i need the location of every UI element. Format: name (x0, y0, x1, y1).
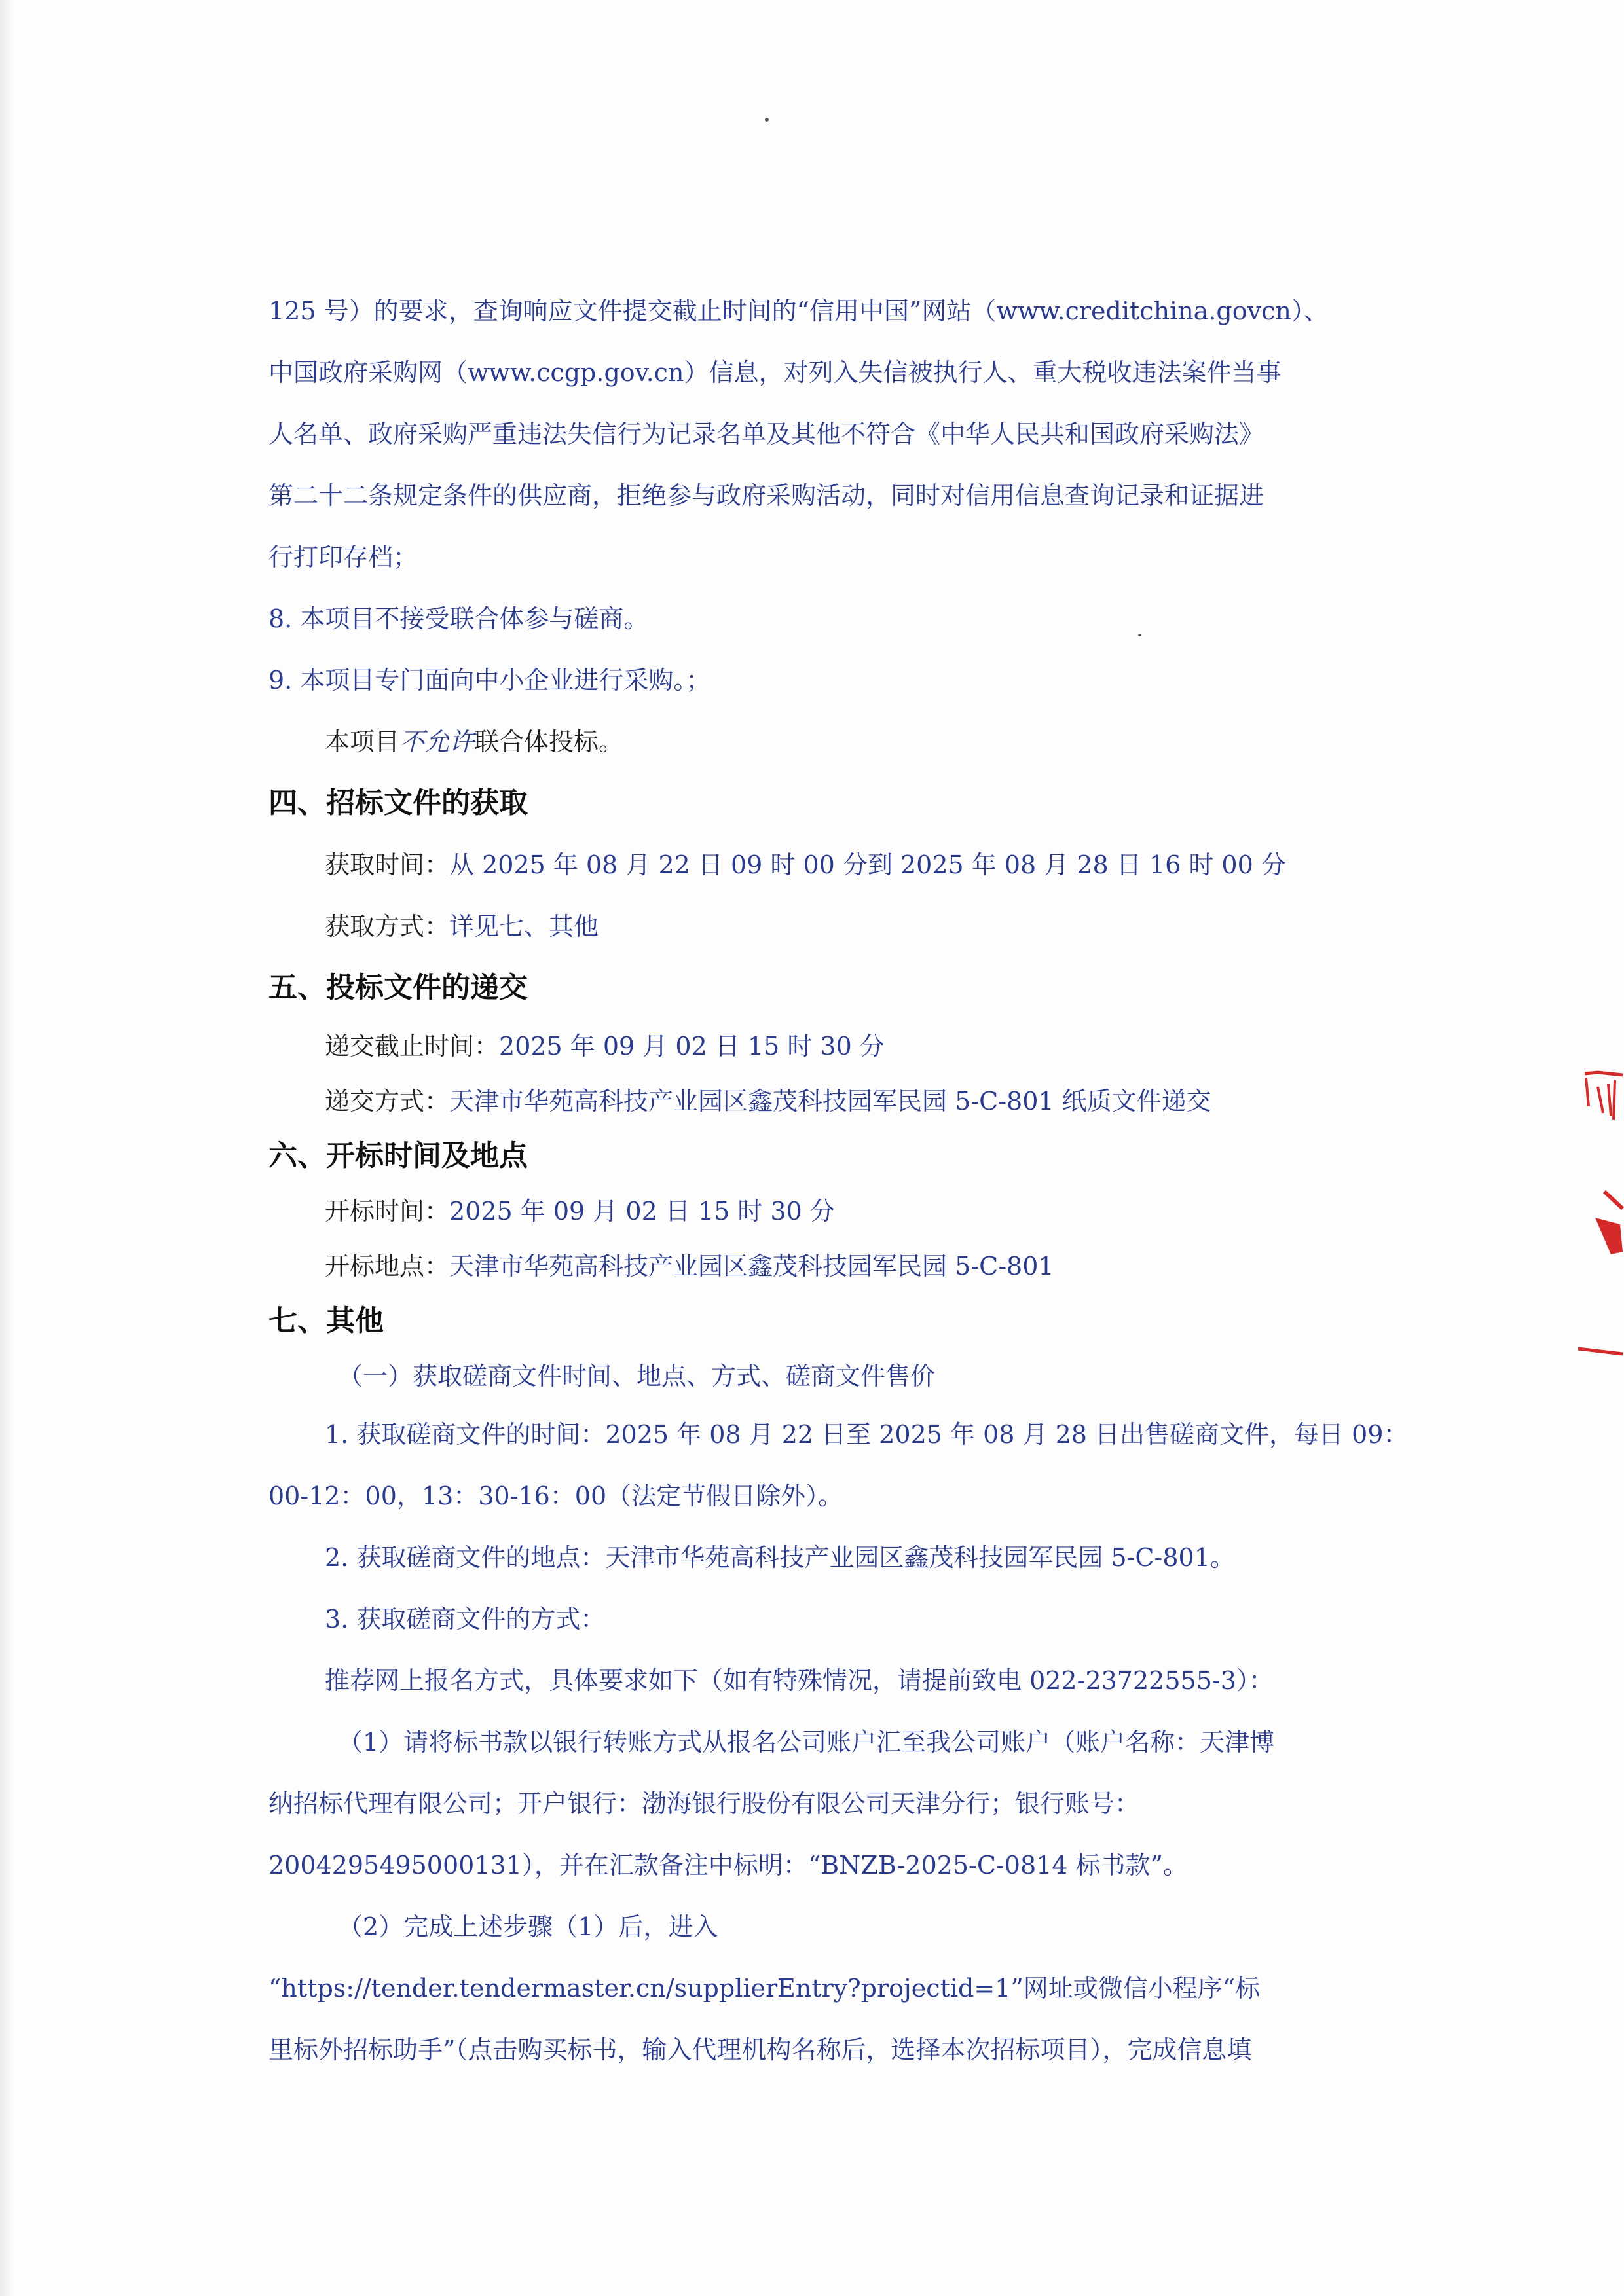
paragraph-line: （1）请将标书款以银行转账方式从报名公司账户汇至我公司账户（账户名称：天津博 (338, 1728, 1275, 1757)
acquire-time-label: 获取时间： (325, 850, 450, 879)
opening-time-label: 开标时间： (325, 1197, 450, 1226)
paragraph-line: 行打印存档； (268, 543, 418, 572)
consortium-suffix: 联合体投标。 (474, 727, 624, 756)
opening-place-label: 开标地点： (325, 1252, 450, 1281)
list-item-8: 8. 本项目不接受联合体参与磋商。 (268, 604, 649, 633)
section-heading-6: 六、开标时间及地点 (268, 1139, 528, 1173)
consortium-italic: 不允许 (399, 727, 475, 756)
paragraph-line: “https://tender.tendermaster.cn/supplierEntry?projectid=1”网址或微信小程序“标 (268, 1974, 1261, 2003)
submit-method-label: 递交方式： (325, 1087, 450, 1116)
paragraph-line: 2. 获取磋商文件的地点：天津市华苑高科技产业园区鑫茂科技园军民园 5-C-801。 (325, 1543, 1235, 1572)
paragraph-line: 人名单、政府采购严重违法失信行为记录名单及其他不符合《中华人民共和国政府采购法》 (268, 420, 1264, 448)
acquire-time-value: 从 2025 年 08 月 22 日 09 时 00 分到 2025 年 08 月 28 日 16 时 00 分 (449, 850, 1286, 879)
red-seal-fragment (1572, 1061, 1624, 1375)
document-body (268, 280, 1409, 2081)
section-heading-7: 七、其他 (268, 1304, 384, 1338)
consortium-statement (268, 711, 1369, 773)
submit-deadline-value: 2025 年 09 月 02 日 15 时 30 分 (499, 1032, 885, 1061)
paragraph-line: 3. 获取磋商文件的方式： (325, 1605, 606, 1633)
scan-shadow-edge (0, 0, 14, 2296)
acquire-method-value: 详见七、其他 (449, 912, 599, 941)
paragraph-line: 2004295495000131），并在汇款备注中标明：“BNZB-2025-C-0814 标书款”。 (268, 1851, 1188, 1880)
paragraph-line: 推荐网上报名方式，具体要求如下（如有特殊情况，请提前致电 022-23722555-3）： (325, 1666, 1274, 1695)
acquire-method-label: 获取方式： (325, 912, 450, 941)
acquire-time (268, 834, 1369, 896)
opening-place-value: 天津市华苑高科技产业园区鑫茂科技园军民园 5-C-801 (449, 1252, 1054, 1281)
list-item-9: 9. 本项目专门面向中小企业进行采购。； (268, 666, 711, 695)
submit-deadline (268, 1019, 1369, 1074)
submit-deadline-label: 递交截止时间： (325, 1032, 500, 1061)
opening-place (268, 1239, 1369, 1294)
submit-method-value: 天津市华苑高科技产业园区鑫茂科技园军民园 5-C-801 纸质文件递交 (449, 1087, 1211, 1116)
paragraph-line: 中国政府采购网（www.ccgp.gov.cn）信息，对列入失信被执行人、重大税收违法案件当事 (268, 358, 1282, 387)
paragraph-line: 125 号）的要求，查询响应文件提交截止时间的“信用中国”网站（www.creditchina.govcn）、 (268, 297, 1329, 325)
section-heading-5: 五、投标文件的递交 (268, 971, 528, 1004)
paragraph-line: （2）完成上述步骤（1）后，进入 (338, 1912, 718, 1941)
paragraph-line: 纳招标代理有限公司；开户银行：渤海银行股份有限公司天津分行；银行账号： (268, 1789, 1140, 1818)
opening-time (268, 1184, 1369, 1239)
paragraph-line: 第二十二条规定条件的供应商，拒绝参与政府采购活动，同时对信用信息查询记录和证据进 (268, 481, 1264, 510)
sub-heading-1: （一）获取磋商文件时间、地点、方式、磋商文件售价 (338, 1362, 936, 1391)
opening-time-value: 2025 年 09 月 02 日 15 时 30 分 (449, 1197, 835, 1226)
consortium-prefix: 本项目 (325, 727, 400, 756)
section-heading-4: 四、招标文件的获取 (268, 786, 528, 820)
submit-method (268, 1074, 1369, 1129)
acquire-method (268, 896, 1369, 957)
scan-speck (765, 118, 769, 122)
paragraph-line: 1. 获取磋商文件的时间：2025 年 08 月 22 日至 2025 年 08 月 28 日出售磋商文件，每日 09： (325, 1420, 1409, 1449)
paragraph-line: 里标外招标助手”（点击购买标书，输入代理机构名称后，选择本次招标项目），完成信息填 (268, 2035, 1252, 2064)
paragraph-line: 00-12：00，13：30-16：00（法定节假日除外）。 (268, 1482, 843, 1510)
